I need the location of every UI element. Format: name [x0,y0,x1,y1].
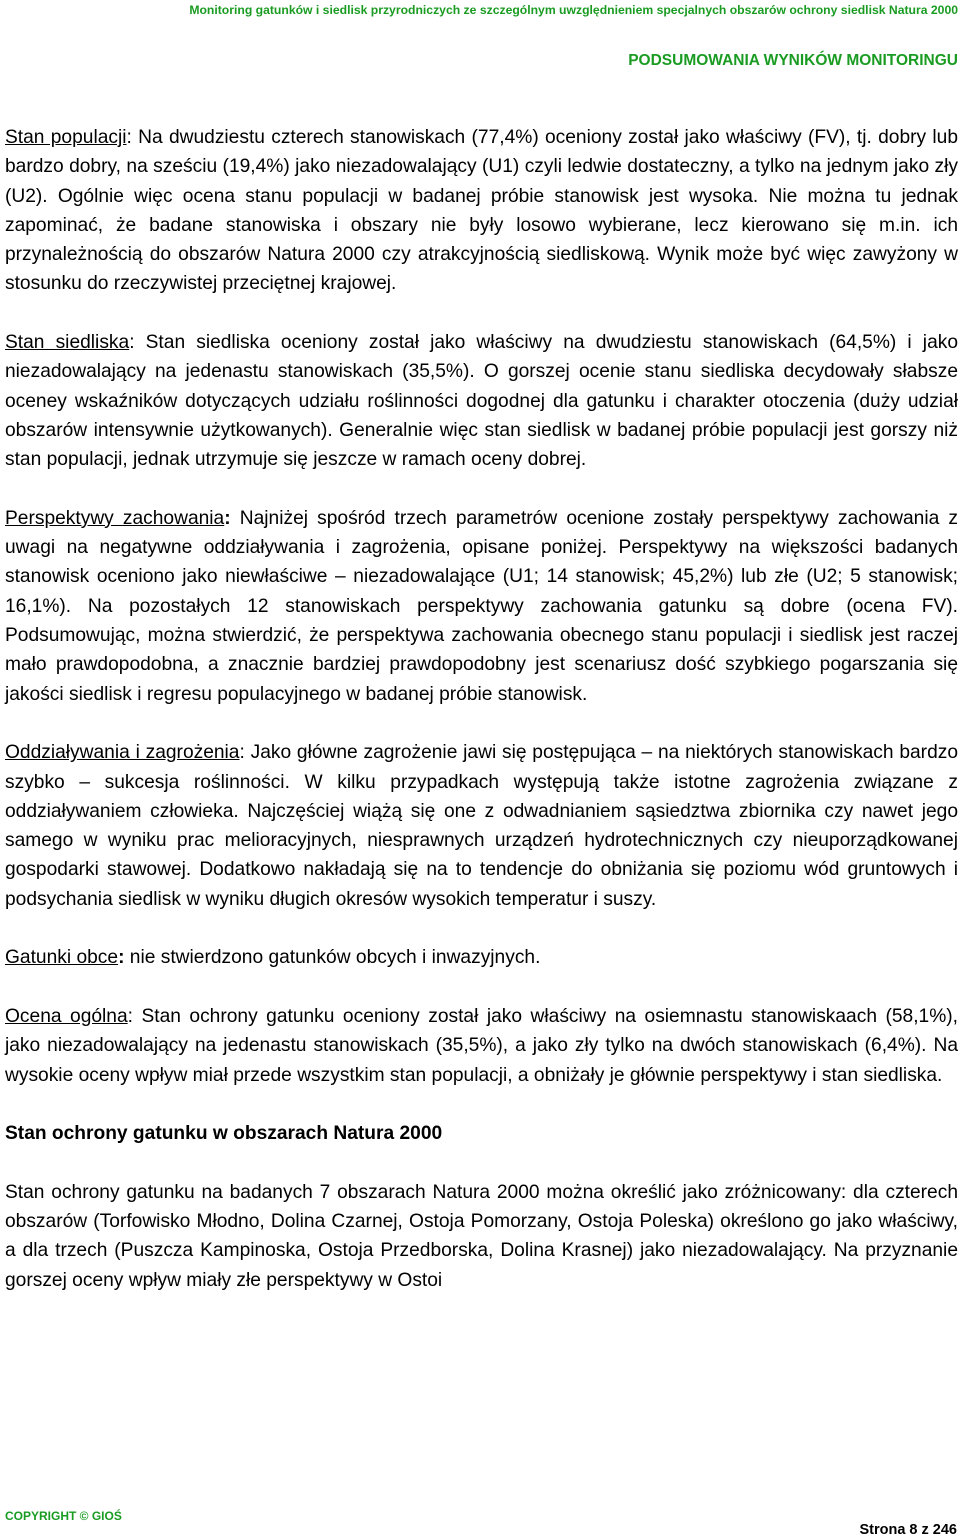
paragraph-gatunki-obce [5,943,958,972]
paragraph-perspektywy [5,504,958,709]
document-title: Monitoring gatunków i siedlisk przyrodniczych ze szczególnym uwzględnieniem specjalnych obszarów ochrony siedlisk Natura 2000 [189,3,958,17]
copyright: COPYRIGHT © GIOŚ [5,1509,122,1523]
text-perspektywy: Najniżej spośród trzech parametrów ocenione zostały perspektywy zachowania z uwagi na negatywne oddziaływania i zagrożenia, opisane poniżej. Perspektywy na większości badanych stanowisk oceniono jako niewłaściwe – niezadowalające (U1; 14 stanowisk; 45,2%) lub złe (U2; 5 stanowisk; 16,1%). Na pozostałych 12 stanowiskach perspektywy zachowania gatunku są dobre (ocena FV). Podsumowując, można stwierdzić, że perspektywa zachowania obecnego stanu populacji i siedlisk jest raczej mało prawdopodobna, a znacznie bardziej prawdopodobny jest scenariusz dość szybkiego pogarszania się jakości siedlisk i regresu populacyjnego w badanej próbie stanowisk. [5,507,958,705]
colon-perspektywy: : [224,507,231,529]
heading-natura-2000: Stan ochrony gatunku w obszarach Natura 2000 [5,1123,443,1145]
page-content [5,123,958,1295]
page-number: Strona 8 z 246 [859,1522,957,1538]
text-stan-populacji: : Na dwudziestu czterech stanowiskach (77,4%) oceniony został jako właściwy (FV), tj. dobry lub bardzo dobry, na sześciu (19,4%) jako niezadowalający (U1) czyli ledwie dostateczny, a tylko na jednym jako zły (U2). Ogólnie więc ocena stanu populacji w badanej próbie stanowisk jest wysoka. Nie można tu jednak zapominać, że badane stanowiska i obszary nie były losowo wybierane, lecz kierowano się m.in. ich przynależnością do obszarów Natura 2000 czy atrakcyjnością siedliskową. Wynik może być więc zawyżony w stosunku do rzeczywistej przeciętnej krajowej. [5,127,959,295]
paragraph-natura-2000: Stan ochrony gatunku na badanych 7 obszarach Natura 2000 można określić jako zróżnicowany: dla czterech obszarów (Torfowisko Młodno, Dolina Czarnej, Ostoja Pomorzany, Ostoja Poleska) określono go jako właściwy, a dla trzech (Puszcza Kampinoska, Ostoja Przedborska, Dolina Krasnej) jako niezadowalający. Na przyznanie gorszej oceny wpływ miały złe perspektywy w Ostoi [5,1181,958,1291]
heading-stan-siedliska: Stan siedliska [5,332,130,354]
paragraph-stan-siedliska [5,328,958,474]
paragraph-stan-populacji [5,123,958,299]
heading-oddzialywania: Oddziaływania i zagrożenia [5,742,240,764]
text-gatunki-obce: nie stwierdzono gatunków obcych i inwazyjnych. [124,947,541,969]
heading-stan-populacji: Stan populacji [5,127,127,148]
section-title: PODSUMOWANIA WYNIKÓW MONITORINGU [628,52,958,69]
text-stan-siedliska: : Stan siedliska oceniony został jako właściwy na dwudziestu stanowiskach (64,5%) i jako niezadowalający na jedenastu stanowiskach (35,5%). O gorszej ocenie stanu siedliska decydowały słabsze oceney wskaźników dotyczących udziału roślinności dogodnej dla gatunku i charakter otoczenia (duży udział obszarów intensywnie użytkowanych). Generalnie więc stan siedlisk w badanej próbie populacji jest gorszy niż stan populacji, jednak utrzymuje się jeszcze w ramach oceny dobrej. [5,332,959,471]
heading-ocena-ogolna: Ocena ogólna [5,1005,128,1027]
heading-gatunki-obce: Gatunki obce [5,947,119,969]
heading-perspektywy: Perspektywy zachowania [5,507,225,529]
paragraph-ocena-ogolna [5,1002,958,1090]
text-ocena-ogolna: : Stan ochrony gatunku oceniony został jako właściwy na osiemnastu stanowiskaach (58,1%), jako niezadowalający na jedenastu stanowiskach (35,5%), a jako zły tylko na dwóch stanowiskach (6,4%). Na wysokie oceny wpływ miał przede wszystkim stan populacji, a obniżały je głównie perspektywy i stan siedliska. [5,1005,958,1086]
colon-gatunki-obce: : [118,947,125,969]
text-oddzialywania: : Jako główne zagrożenie jawi się postępująca – na niektórych stanowiskach bardzo szybko – sukcesja roślinności. W kilku przypadkach występują także istotne zagrożenia związane z oddziaływaniem człowieka. Najczęściej wiążą się one z odwadnianiem sąsiedztwa zbiornika czy nawet jego samego w wyniku prac melioracyjnych, niesprawnych urządzeń hydrotechnicznych czy nieuporządkowanej gospodarki stawowej. Dodatkowo nakładają się na to tendencje do obniżania się poziomu wód gruntowych i podsychania siedlisk w wyniku długich okresów wysokich temperatur i suszy. [5,742,959,910]
paragraph-oddzialywania [5,738,958,914]
